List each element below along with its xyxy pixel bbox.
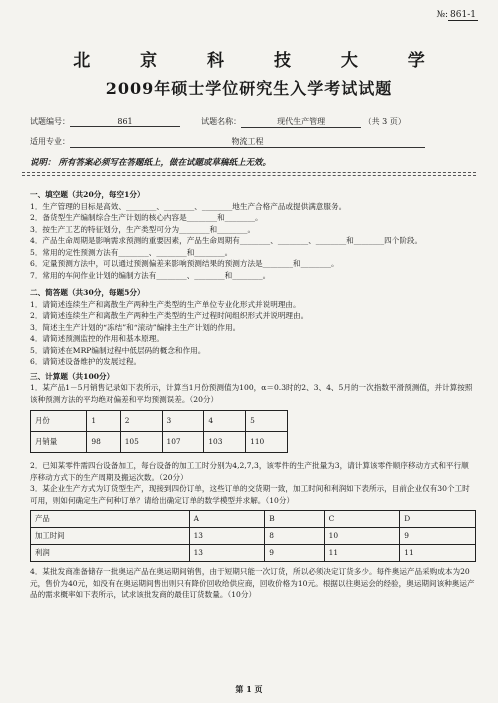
exam-notice: 说明： 所有答案必须写在答题纸上，做在试题或草稿纸上无效。 [30, 158, 271, 168]
question: 4．某批发商准备储存一批奥运产品在奥运期间销售，由于短期只能一次订货，所以必须决定订货多少。每件奥运产品采购成本为20元，售价为40元，如没有在奥运期间售出则只有降价回收给供应商，回收价格为10元。根据以往奥运会的经验，奥运期间该种奥运产品的需求概率如下表所示，试求该批发商的最佳订货数量。（10分） [30, 567, 475, 599]
table-cell: 105 [120, 432, 162, 453]
paper-code [436, 10, 478, 21]
table-cell: 13 [189, 545, 265, 562]
question: 7．常用的车间作业计划的编制方法有________、________和________。 [30, 270, 271, 280]
table-cell: 9 [265, 545, 324, 562]
question: 1．请简述连续生产和离散生产两种生产类型的生产单位专业化形式并说明理由。 [30, 299, 301, 309]
question: 1．某产品1－5月销售记录如下表所示，计算当1月份预测值为100，α＝0.3时的2、3、4、5月的一次指数平滑预测值，并计算按照该种预测方法的平均绝对偏差和平均预测误差。（20分） [30, 383, 473, 404]
table-cell: C [324, 511, 400, 528]
code-label: 试题编号： [30, 117, 70, 126]
table-cell: 产品 [31, 511, 190, 528]
table-cell: 加工时间 [31, 528, 190, 545]
table-cell: 110 [246, 432, 288, 453]
code-value: 861 [70, 117, 180, 127]
question: 5．请简述在MRP编制过程中低层码的概念和作用。 [30, 345, 206, 355]
major-value: 物流工程 [70, 136, 425, 148]
exam-meta-row [30, 116, 406, 128]
paper-code-value: 861-1 [448, 10, 478, 21]
question: 5．常用的定性预测方法有________、________和________。 [30, 247, 233, 257]
question: 2．备货型生产编制综合生产计划的核心内容是________和________。 [30, 213, 263, 222]
table-cell: 8 [265, 528, 324, 545]
section-title: 二、简答题（共30分，每题5分） [30, 288, 145, 297]
question: 4．产品生命周期是影响需求预测的重要因素，产品生命周期有________、________、________和________四个阶段。 [30, 236, 423, 245]
table-cell: B [265, 511, 324, 528]
question: 3．按生产工艺的特征划分，生产类型可分为________和________。 [30, 224, 256, 234]
name-value: 现代生产管理 [241, 116, 361, 128]
table-row [31, 528, 476, 545]
major-label: 适用专业： [30, 137, 70, 146]
question: 6．请简述设备维护的发展过程。 [30, 357, 142, 366]
sales-table [30, 410, 288, 453]
table-cell: 3 [162, 411, 204, 432]
question: 1．生产管理的目标是高效、________、________、________地生产合格产品或提供满意服务。 [30, 201, 347, 211]
exam-title: 2009年硕士学位研究生入学考试试题 [105, 79, 393, 98]
question: 3．某企业生产方式为订货型生产，现接到四份订单，这些订单的交货期一致，加工时间和利润如下表所示，目前企业仅有30个工时可用，则如何确定生产何种订单？请给出确定订单的数学模型并求解。（10分） [30, 484, 470, 505]
table-row [31, 411, 288, 432]
table-cell: 5 [246, 411, 288, 432]
table-cell: 1 [87, 411, 120, 432]
major-row [30, 136, 425, 148]
section-title: 一、填空题（共20分，每空1分） [30, 190, 145, 199]
table-cell: 月销量 [31, 432, 87, 453]
question: 6．定量预测方法中，可以通过预测偏差来影响预测结果的预测方法是________和________。 [30, 259, 339, 268]
table-cell: 月份 [31, 411, 87, 432]
paper-code-label: №: [436, 10, 448, 20]
university-name: 北 京 科 技 大 学 [73, 51, 447, 71]
page-number: 第 1 页 [235, 684, 263, 694]
question: 4．请简述预测监控的作用和基本原理。 [30, 334, 164, 343]
table-row [31, 545, 476, 562]
orders-table [30, 510, 476, 562]
page-count: （共 3 页） [363, 117, 406, 126]
table-cell: 13 [189, 528, 265, 545]
section-title: 三、计算题（共100分） [30, 371, 115, 381]
table-cell: 10 [324, 528, 400, 545]
table-row [31, 511, 476, 528]
table-cell: 103 [204, 432, 246, 453]
table-cell: A [189, 511, 265, 528]
table-cell: 11 [400, 545, 476, 562]
question: 3．简述主生产计划的“冻结”和“滚动”编排主生产计划的作用。 [30, 322, 241, 332]
table-cell: 107 [162, 432, 204, 453]
question: 2．已知某零件需四台设备加工，每台设备的加工工时分别为4,2,7,3，该零件的生产批量为3，请计算该零件顺序移动方式和平行顺序移动方式下的生产周期及搬运次数。（20分） [30, 461, 469, 482]
table-cell: 9 [400, 528, 476, 545]
table-row [31, 432, 288, 453]
table-cell: 4 [204, 411, 246, 432]
divider [22, 175, 476, 176]
exam-content [30, 186, 476, 601]
divider [22, 172, 476, 173]
table-cell: 利润 [31, 545, 190, 562]
table-cell: 2 [120, 411, 162, 432]
table-cell: 98 [87, 432, 120, 453]
name-label: 试题名称： [201, 117, 242, 126]
table-cell: 11 [324, 545, 400, 562]
table-cell: D [400, 511, 476, 528]
question: 2．请简述连续生产和离散生产两种生产类型的生产过程时间组织形式并说明理由。 [30, 311, 309, 320]
